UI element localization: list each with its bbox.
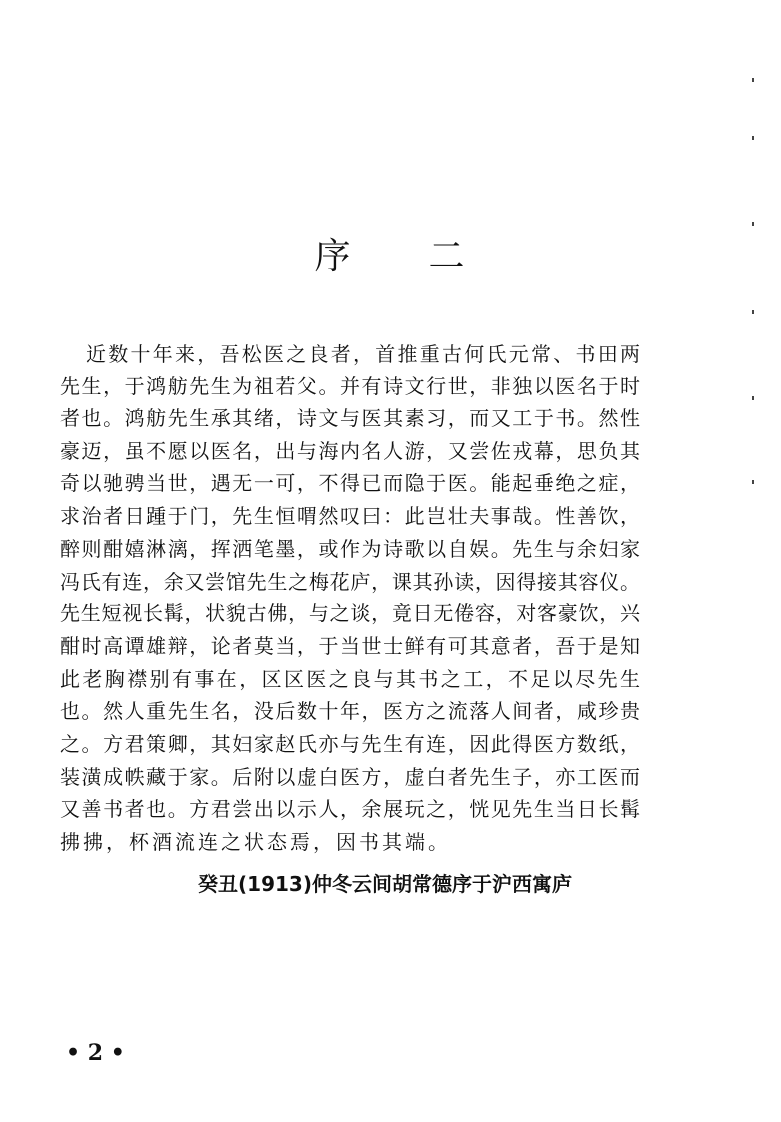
signature: 癸丑(1913)仲冬云间胡常德序于沪西寓庐 [198,872,572,896]
text-line: 又善书者也。方君尝出以示人，余展玩之，恍见先生当日长髯 [60,797,640,821]
text-line: 奇以驰骋当世，遇无一可，不得已而隐于医。能起垂绝之症， [60,471,640,495]
text-line: 此老胸襟别有事在，区区医之良与其书之工，不足以尽先生 [60,667,640,691]
text-line: 之。方君策卿，其妇家赵氏亦与先生有连，因此得医方数纸， [60,732,640,756]
text-line: 者也。鸿舫先生承其绪，诗文与医其素习，而又工于书。然性 [60,406,640,430]
scan-mark [752,222,754,226]
text-line: 冯氏有连，余又尝馆先生之梅花庐，课其孙读，因得接其容仪。 [60,570,640,594]
text-line: 也。然人重先生名，没后数十年，医方之流落人间者，咸珍贵 [60,699,640,723]
scan-mark [752,480,754,484]
text-line: 醉则酣嬉淋漓，挥洒笔墨，或作为诗歌以自娱。先生与余妇家 [60,537,640,561]
text-line: 求治者日踵于门，先生恒喟然叹曰：此岂壮夫事哉。性善饮， [60,504,640,528]
text-line: 先生短视长髯，状貌古佛，与之谈，竟日无倦容，对客豪饮，兴 [60,601,640,625]
text-line: 豪迈，虽不愿以医名，出与海内名人游，又尝佐戎幕，思负其 [60,439,640,463]
text-line: 拂拂，杯酒流连之状态焉，因书其端。 [60,830,451,854]
title-char-2: 二 [428,236,467,277]
text-line: 装潢成帙藏于家。后附以虚白医方，虚白者先生子，亦工医而 [60,765,640,789]
page-title [0,228,781,279]
text-line: 酣时高谭雄辩，论者莫当，于当世士鲜有可其意者，吾于是知 [60,634,640,658]
text-line: 先生，于鸿舫先生为祖若父。并有诗文行世，非独以医名于时 [60,374,640,398]
text-line: 近数十年来，吾松医之良者，首推重古何氏元常、书田两 [86,342,640,366]
page-number: • 2 • [66,1040,125,1066]
scan-mark [752,78,754,82]
scan-mark [752,396,754,400]
title-char-1: 序 [314,236,353,277]
scan-mark [752,136,754,140]
scan-mark [752,310,754,314]
